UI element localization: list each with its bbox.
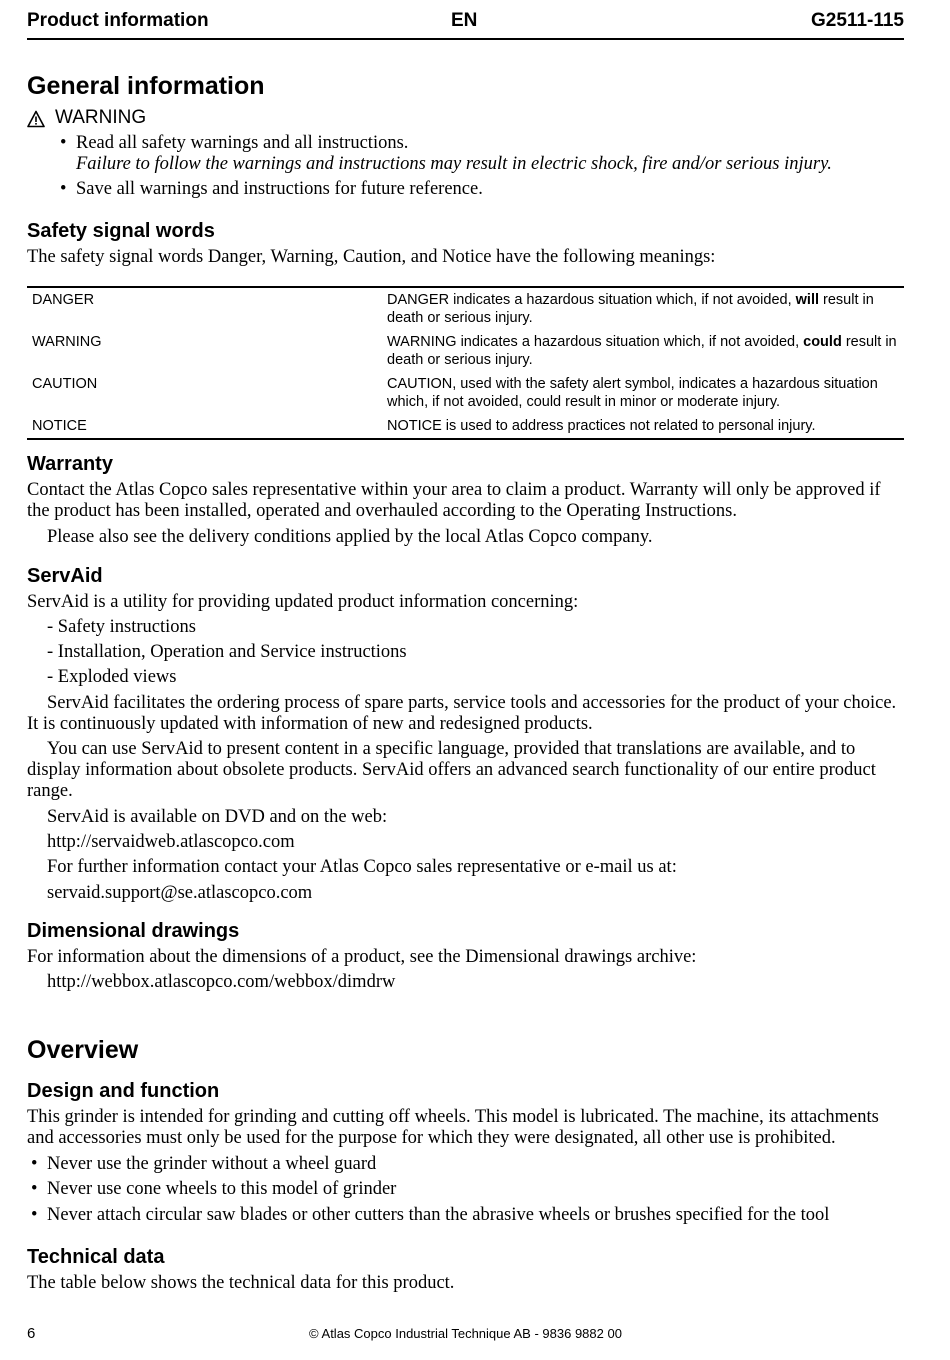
signal-word: CAUTION [32,376,98,392]
bullet-dot: • [31,1205,38,1225]
servaid-intro: ServAid is a utility for providing updated product information concerning: [27,592,579,612]
signal-meaning: CAUTION, used with the safety alert symbol, indicates a hazardous situation which, if not avoided, could result in minor or moderate injury. [387,376,878,410]
warning-label: WARNING [55,107,147,128]
signal-meaning: NOTICE is used to address practices not related to personal injury. [387,418,816,434]
table-row [27,415,904,439]
servaid-heading: ServAid [27,565,103,587]
design-paragraph: This grinder is intended for grinding and cutting off wheels. This model is lubricated. The machine, its attachments and accessories must only be used for the purpose for which they were designated, all other use is prohibited. [27,1107,879,1148]
bullet-dot: • [31,1154,38,1174]
technical-data-heading: Technical data [27,1246,165,1268]
warranty-paragraph: Contact the Atlas Copco sales representative within your area to claim a product. Warranty will only be approved if the product has been installed, operated and overhauled according to the Operating Instructions. [27,480,881,521]
list-item: - Installation, Operation and Service instructions [47,642,407,662]
signal-word: DANGER [32,292,95,308]
design-function-heading: Design and function [27,1080,220,1102]
design-bullet-text: Never attach circular saw blades or other cutters than the abrasive wheels or brushes specified for the tool [47,1205,830,1225]
footer-copyright: © Atlas Copco Industrial Technique AB - 9836 9882 00 [309,1326,622,1341]
warning-bullet-text: Read all safety warnings and all instructions. [76,133,409,153]
overview-heading: Overview [27,1036,139,1064]
signal-word: NOTICE [32,418,87,434]
bullet-dot: • [60,179,67,199]
table-row [27,287,904,331]
dimensional-drawings-heading: Dimensional drawings [27,920,240,942]
safety-intro: The safety signal words Danger, Warning, Caution, and Notice have the following meanings: [27,247,716,267]
header-model-number: G2511-115 [811,10,904,31]
servaid-email-link[interactable]: servaid.support@se.atlascopco.com [47,883,313,903]
dimensional-url-link[interactable]: http://webbox.atlascopco.com/webbox/dimdrw [47,972,396,992]
design-bullet-text: Never use the grinder without a wheel guard [47,1154,377,1174]
running-header [27,10,904,40]
servaid-paragraph: ServAid facilitates the ordering process of spare parts, service tools and accessories for the product of your choice. It is continuously updated with information of new and redesigned products. [27,693,897,734]
signal-words-table [27,286,904,440]
warning-triangle-icon [27,110,45,128]
signal-meaning: DANGER indicates a hazardous situation which, if not avoided, will result in death or serious injury. [387,292,874,326]
dimensional-paragraph: For information about the dimensions of a product, see the Dimensional drawings archive: [27,947,697,967]
signal-meaning: WARNING indicates a hazardous situation which, if not avoided, could result in death or serious injury. [387,334,897,368]
header-section-title: Product information [27,10,209,31]
table-row [27,373,904,415]
warning-bullet-text: Save all warnings and instructions for future reference. [76,179,483,199]
warranty-paragraph: Please also see the delivery conditions applied by the local Atlas Copco company. [47,527,653,547]
list-item: - Safety instructions [47,617,197,637]
table-row [27,331,904,373]
bullet-dot: • [60,133,67,153]
bullet-dot: • [31,1179,38,1199]
servaid-paragraph: You can use ServAid to present content in a specific language, provided that translations are available, and to display information about obsolete products. ServAid offers an advanced search functionality of our entire product range. [27,739,876,801]
warranty-heading: Warranty [27,453,113,475]
page-number: 6 [27,1325,36,1342]
warning-bullet-subtext: Failure to follow the warnings and instructions may result in electric shock, fire and/or serious injury. [76,154,832,174]
technical-paragraph: The table below shows the technical data for this product. [27,1273,455,1293]
servaid-contact-text: For further information contact your Atlas Copco sales representative or e-mail us at: [47,857,677,877]
servaid-url-link[interactable]: http://servaidweb.atlascopco.com [47,832,295,852]
list-item: - Exploded views [47,667,177,687]
design-bullet-text: Never use cone wheels to this model of grinder [47,1179,397,1199]
header-language: EN [451,10,478,31]
general-information-heading: General information [27,72,265,100]
safety-signal-words-heading: Safety signal words [27,220,215,242]
signal-word: WARNING [32,334,102,350]
servaid-availability: ServAid is available on DVD and on the web: [47,807,388,827]
